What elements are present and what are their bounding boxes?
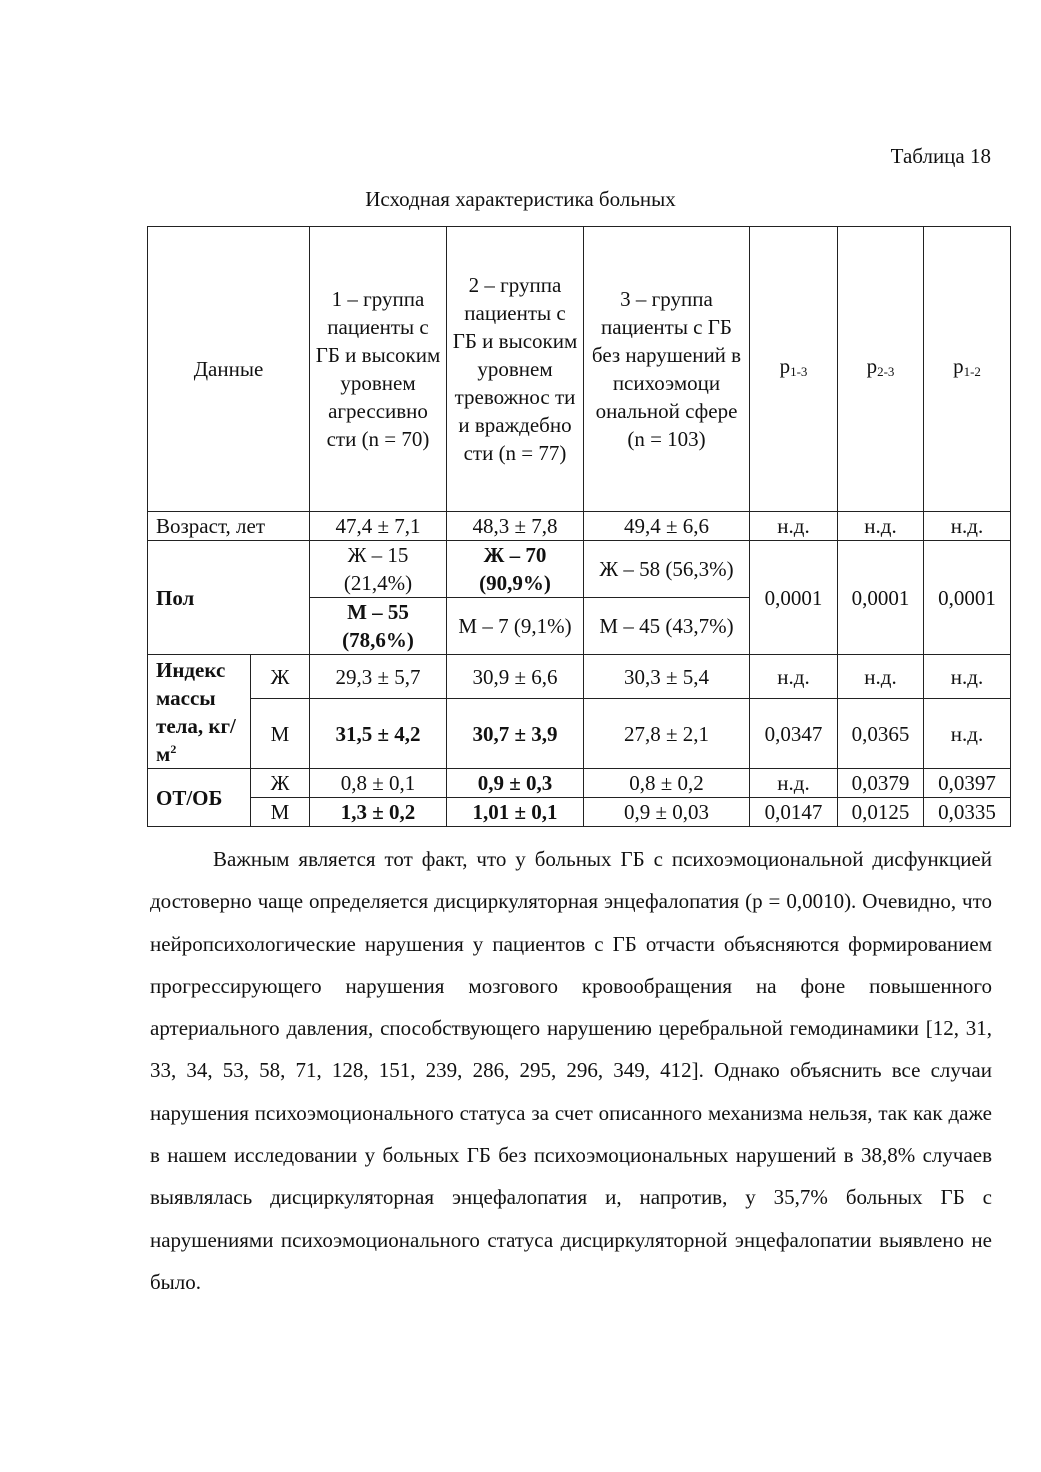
whr-female-g3: 0,8 ± 0,2 (584, 769, 750, 798)
bmi-male-p13: 0,0347 (750, 699, 838, 769)
sex-p23: 0,0001 (838, 541, 924, 655)
bmi-female-g1: 29,3 ± 5,7 (310, 655, 447, 699)
whr-female-p13: н.д. (750, 769, 838, 798)
table-number: Таблица 18 (890, 144, 991, 168)
age-p12: н.д. (924, 512, 1011, 541)
bmi-female-g2: 30,9 ± 6,6 (447, 655, 584, 699)
sex-male-g1: М – 55 (78,6%) (310, 598, 447, 655)
sex-female-g3: Ж – 58 (56,3%) (584, 541, 750, 598)
whr-male-p12: 0,0335 (924, 798, 1011, 827)
bmi-male-sex: М (251, 699, 310, 769)
header-p23: $p_{2-3}$ (838, 227, 924, 512)
whr-male-sex: М (251, 798, 310, 827)
age-g1: 47,4 ± 7,1 (310, 512, 447, 541)
whr-female-p12: 0,0397 (924, 769, 1011, 798)
bmi-female-g3: 30,3 ± 5,4 (584, 655, 750, 699)
bmi-female-sex: Ж (251, 655, 310, 699)
sex-label: Пол (148, 541, 310, 655)
whr-male-g2: 1,01 ± 0,1 (447, 798, 584, 827)
whr-male-p23: 0,0125 (838, 798, 924, 827)
bmi-label: Индекс массы тела, $кг/м^2$ (148, 655, 251, 769)
table-caption: Исходная характеристика больных (365, 187, 676, 211)
header-p12: $p_{1-2}$ (924, 227, 1011, 512)
header-group-3: 3 – группа пациенты с ГБ без нарушений в психоэмоци ональной сфере (n = 103) (584, 227, 750, 512)
bmi-male-g3: 27,8 ± 2,1 (584, 699, 750, 769)
patient-characteristics-table (147, 226, 1011, 827)
header-group-1: 1 – группа пациенты с ГБ и высоким уровнем агрессивно сти (n = 70) (310, 227, 447, 512)
sex-p12: 0,0001 (924, 541, 1011, 655)
bmi-female-p23: н.д. (838, 655, 924, 699)
age-label: Возраст, лет (148, 512, 310, 541)
sex-male-g3: М – 45 (43,7%) (584, 598, 750, 655)
age-g2: 48,3 ± 7,8 (447, 512, 584, 541)
header-p13: $p_{1-3}$ (750, 227, 838, 512)
table-row-whr-male (148, 798, 1011, 827)
age-g3: 49,4 ± 6,6 (584, 512, 750, 541)
whr-label: ОТ/ОБ (148, 769, 251, 827)
header-group-2: 2 – группа пациенты с ГБ и высоким уровнем тревожнос ти и враждебно сти (n = 77) (447, 227, 584, 512)
table-row-bmi-female (148, 655, 1011, 699)
body-paragraph: Важным является тот факт, что у больных ГБ с психоэмоциональной дисфункцией достоверно чаще определяется дисциркуляторная энцефалопатия (p = 0,0010). Очевидно, что нейропсихологические нарушения у пациентов с ГБ отчасти объясняются формированием прогрессирующего нарушения мозгового кровообращения на фоне повышенного артериального давления, способствующего нарушению церебральной гемодинамики [12, 31, 33, 34, 53, 58, 71, 128, 151, 239, 286, 295, 296, 349, 412]. Однако объяснить все случаи нарушения психоэмоционального статуса за счет описанного механизма нельзя, так как даже в нашем исследовании у больных ГБ без психоэмоциональных нарушений в 38,8% случаев выявлялась дисциркуляторная энцефалопатия и, напротив, у 35,7% больных ГБ с нарушениями психоэмоционального статуса дисциркуляторной энцефалопатии выявлено не было. (150, 847, 992, 1294)
table-row-whr-female (148, 769, 1011, 798)
whr-female-p23: 0,0379 (838, 769, 924, 798)
age-p13: н.д. (750, 512, 838, 541)
bmi-male-g2: 30,7 ± 3,9 (447, 699, 584, 769)
whr-female-g2: 0,9 ± 0,3 (447, 769, 584, 798)
whr-male-g1: 1,3 ± 0,2 (310, 798, 447, 827)
sex-male-g2: М – 7 (9,1%) (447, 598, 584, 655)
header-row (148, 227, 1011, 512)
bmi-male-p12: н.д. (924, 699, 1011, 769)
table-row-bmi-male (148, 699, 1011, 769)
whr-female-g1: 0,8 ± 0,1 (310, 769, 447, 798)
table-row-sex-female (148, 541, 1011, 598)
whr-male-p13: 0,0147 (750, 798, 838, 827)
sex-female-g1: Ж – 15 (21,4%) (310, 541, 447, 598)
sex-female-g2: Ж – 70 (90,9%) (447, 541, 584, 598)
age-p23: н.д. (838, 512, 924, 541)
sex-p13: 0,0001 (750, 541, 838, 655)
bmi-male-g1: 31,5 ± 4,2 (310, 699, 447, 769)
whr-female-sex: Ж (251, 769, 310, 798)
bmi-male-p23: 0,0365 (838, 699, 924, 769)
table-row-age (148, 512, 1011, 541)
header-data: Данные (148, 227, 310, 512)
whr-male-g3: 0,9 ± 0,03 (584, 798, 750, 827)
bmi-female-p12: н.д. (924, 655, 1011, 699)
bmi-female-p13: н.д. (750, 655, 838, 699)
